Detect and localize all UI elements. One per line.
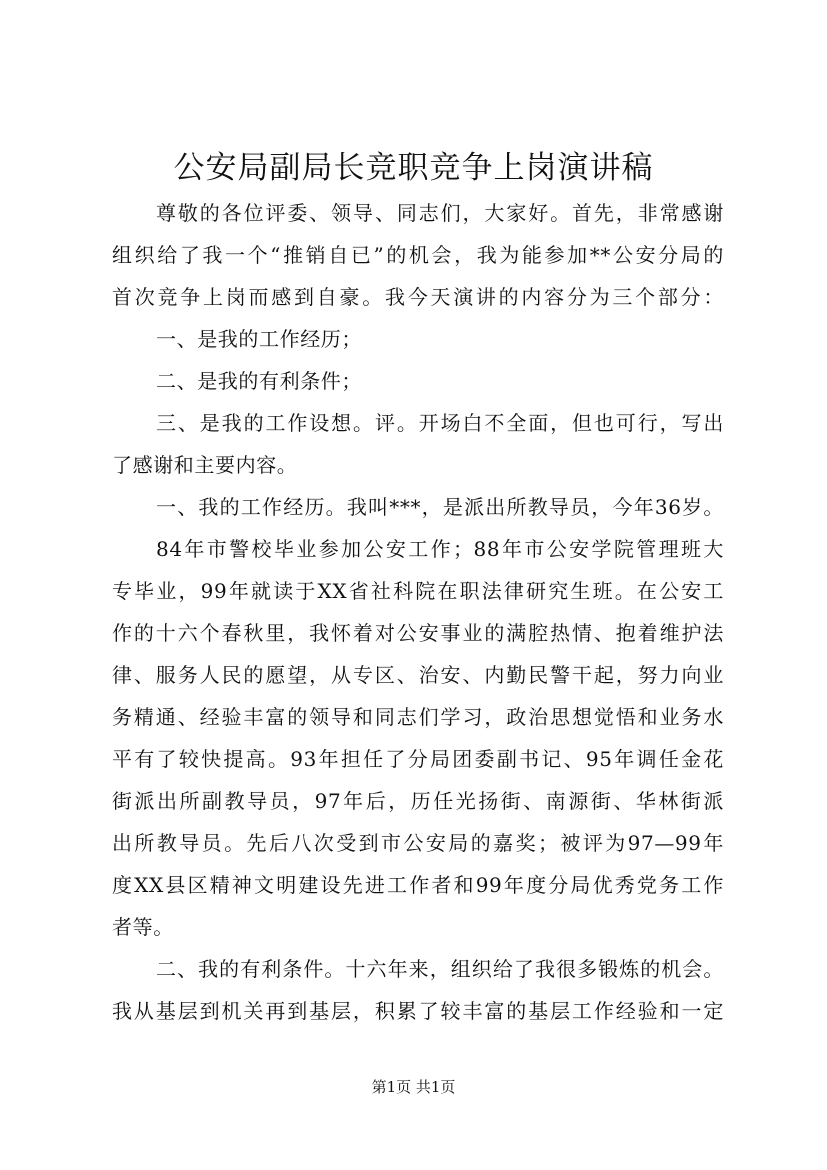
text-line: 组织给了我一个“推销自已”的机会，我为能参加**公安分局的 [112,243,724,267]
text-line: 平有了较快提高。93年担任了分局团委副书记、95年调任金花 [112,747,724,771]
text-line: 律、服务人民的愿望，从专区、治安、内勤民警干起，努力向业 [112,663,724,687]
text-line: 我从基层到机关再到基层，积累了较丰富的基层工作经验和一定 [112,999,724,1023]
document-title: 公安局副局长竞职竞争上岗演讲稿 [173,150,654,186]
text-line: 尊敬的各位评委、领导、同志们，大家好。首先，非常感谢 [156,201,724,225]
text-line: 专毕业，99年就读于XX省社科院在职法律研究生班。在公安工 [112,579,724,603]
text-line: 者等。 [112,915,174,939]
text-line: 84年市警校毕业参加公安工作；88年市公安学院管理班大 [156,537,724,561]
text-line: 二、是我的有利条件； [156,369,362,393]
text-line: 务精通、经验丰富的领导和同志们学习，政治思想觉悟和业务水 [112,705,724,729]
text-line: 街派出所副教导员，97年后，历任光扬街、南源街、华林街派 [112,789,724,813]
text-line: 三、是我的工作设想。评。开场白不全面，但也可行，写出 [156,411,724,435]
text-line: 度XX县区精神文明建设先进工作者和99年度分局优秀党务工作 [112,873,724,897]
document-body [112,192,724,1032]
text-line: 首次竞争上岗而感到自豪。我今天演讲的内容分为三个部分： [112,285,724,309]
text-line: 了感谢和主要内容。 [112,453,298,477]
text-line: 作的十六个春秋里，我怀着对公安事业的满腔热情、抱着维护法 [112,621,724,645]
text-line: 一、是我的工作经历； [156,327,362,351]
text-line: 出所教导员。先后八次受到市公安局的嘉奖；被评为97—99年 [112,831,724,855]
text-line: 一、我的工作经历。我叫***，是派出所教导员，今年36岁。 [156,495,724,519]
text-line: 二、我的有利条件。十六年来，组织给了我很多锻炼的机会。 [156,957,724,981]
page-number-footer: 第1页 共1页 [371,1078,456,1096]
